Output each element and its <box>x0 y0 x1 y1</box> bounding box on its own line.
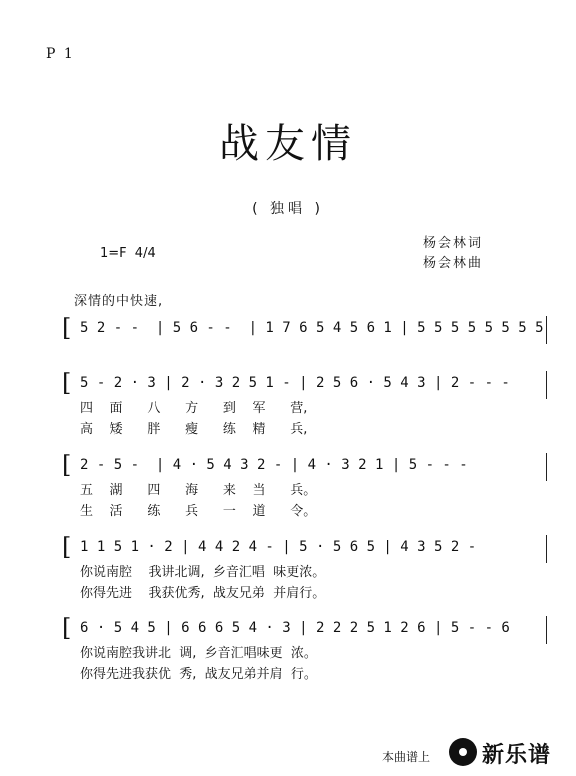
system-2-lyric-line-2: 高 矮 胖 瘦 练 精 兵, <box>80 422 308 437</box>
system-4-bracket: [ <box>62 533 72 561</box>
system-4-lyric-line-2: 你得先进 我获优秀, 战友兄弟 并肩行。 <box>80 586 326 601</box>
footer-text: 本曲谱上 <box>382 750 431 764</box>
record-disc-icon <box>449 738 477 766</box>
tempo-marking: 深情的中快速, <box>74 294 164 309</box>
system-1-bracket: [ <box>62 314 72 342</box>
song-subtitle: ( 独唱 ) <box>252 201 324 217</box>
system-5-lyric-line-1: 你说南腔我讲北 调, 乡音汇唱味更 浓。 <box>80 646 317 661</box>
system-3-lyric-line-2: 生 活 练 兵 一 道 令。 <box>80 504 317 519</box>
system-5-bracket: [ <box>62 614 72 642</box>
credits <box>423 234 483 274</box>
system-2-notes: 5 - 2 · 3 | 2 · 3 2 5 1 - | 2 5 6 · 5 4 3 | 2 - - - <box>80 375 510 391</box>
system-1-end-bar <box>546 316 547 344</box>
system-5-lyric-line-2: 你得先进我获优 秀, 战友兄弟并肩 行。 <box>80 667 317 682</box>
system-1-notes: 5 2 - - | 5 6 - - | 1 7 6 5 4 5 6 1 | 5 5 5 5 5 5 5 5 <box>80 320 544 336</box>
site-logo[interactable]: 新乐谱 <box>482 743 552 768</box>
page-number: P 1 <box>46 46 75 62</box>
key-label: 1=F <box>100 246 127 261</box>
composer-credit: 杨会林曲 <box>423 256 484 271</box>
song-title: 战友情 <box>219 121 357 167</box>
system-4-notes: 1 1 5 1 · 2 | 4 4 2 4 - | 5 · 5 6 5 | 4 3 5 2 - <box>80 539 477 555</box>
system-3-notes: 2 - 5 - | 4 · 5 4 3 2 - | 4 · 3 2 1 | 5 - - - <box>80 457 468 473</box>
system-5-notes: 6 · 5 4 5 | 6 6 6 5 4 · 3 | 2 2 2 5 1 2 6 | 5 - - 6 <box>80 620 510 636</box>
system-4-end-bar <box>546 535 547 563</box>
system-5-end-bar <box>546 616 547 644</box>
system-2-bracket: [ <box>62 369 72 397</box>
system-2-lyric-line-1: 四 面 八 方 到 军 营, <box>80 401 308 416</box>
lyricist-credit: 杨会林词 <box>423 236 484 251</box>
system-2-end-bar <box>546 371 547 399</box>
system-3-end-bar <box>546 453 547 481</box>
system-3-lyric-line-1: 五 湖 四 海 来 当 兵。 <box>80 483 317 498</box>
system-4-lyric-line-1: 你说南腔 我讲北调, 乡音汇唱 味更浓。 <box>80 565 326 580</box>
system-3-bracket: [ <box>62 451 72 479</box>
key-signature <box>100 246 156 261</box>
time-signature: 4/4 <box>134 246 156 261</box>
